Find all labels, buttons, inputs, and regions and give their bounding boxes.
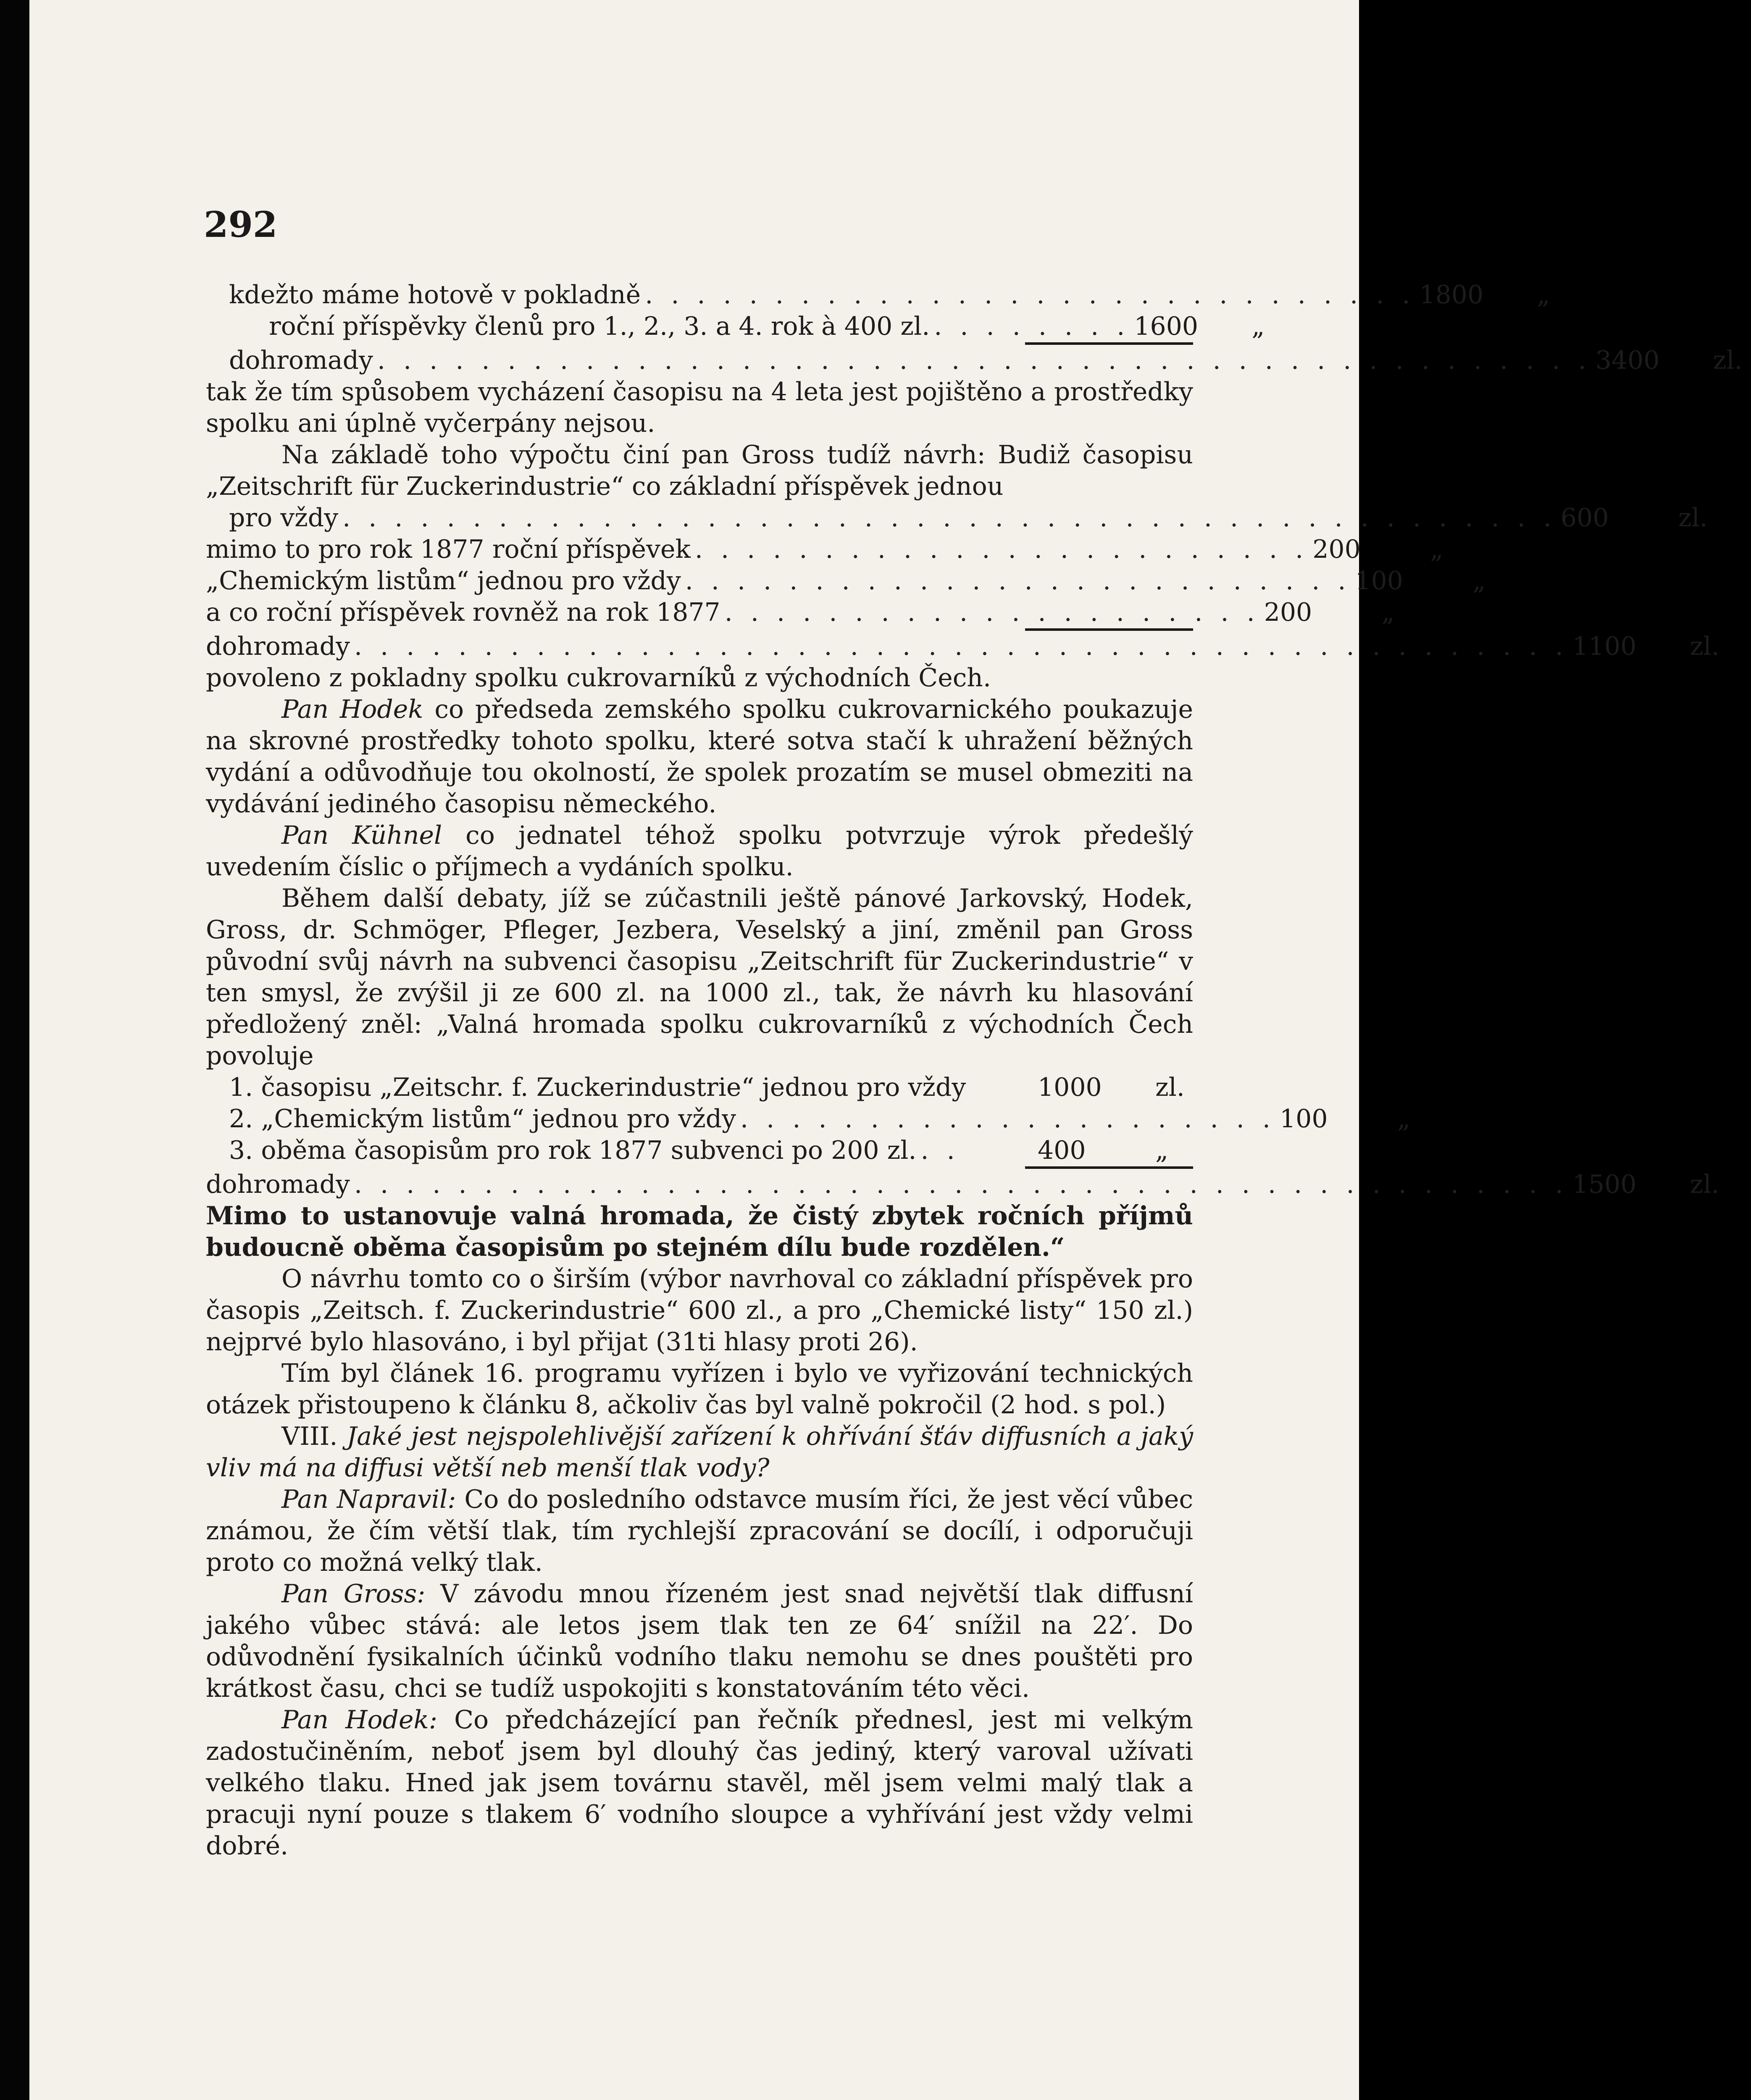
ledger-row-text: dohromady xyxy=(229,346,373,375)
speaker-name: Pan Kühnel xyxy=(281,821,442,850)
ledger-total-row xyxy=(206,1169,1719,1200)
dot-leader: . . . . . . . . xyxy=(934,312,1130,341)
dot-leader: . . . . . . . . . . . . . . . . . . . . . . . . . . . . . . xyxy=(645,280,1415,310)
paragraph: Mimo to ustanovuje valná hromada, že čistý zbytek ročních příjmů budoucně oběma časopisům po stejném dílu bude rozdělen.“ xyxy=(206,1201,1193,1262)
ledger-row-amount: 400 xyxy=(1038,1136,1086,1165)
dot-leader: . . . . . . . . . . . . . . . . . . . . . xyxy=(724,598,1260,627)
ledger-row xyxy=(206,565,1486,597)
dot-leader: . . xyxy=(920,1136,960,1165)
ledger-row-unit: „ xyxy=(1472,566,1486,596)
dot-leader: . . . . . . . . . . . . . . . . . . . . . . . . . . . . . . . . . . . . . . . . . . . . . . . xyxy=(354,632,1568,661)
paragraph: Během další debaty, jíž se zúčastnili ještě pánové Jarkovský, Hodek, Gross, dr. Schmöger, Pfleger, Jezbera, Veselský a jiní, změnil pan Gross původní svůj návrh na subvenci časopisu „Zeitschrift für Zuckerindustrie“ v ten smysl, že zvýšil ji ze 600 zl. na 1000 zl., tak, že návrh ku hlasování předložený zněl: „Valná hromada spolku cukrovarníků z východních Čech povoluje xyxy=(206,884,1193,1071)
ledger-row-unit: „ xyxy=(1430,535,1443,564)
ledger-row-text: dohromady xyxy=(206,1170,350,1199)
ledger-row-amount: 1000 xyxy=(1038,1073,1102,1102)
ledger-row-text: a co roční příspěvek rovněž na rok 1877 xyxy=(206,598,720,627)
speaker-name: Pan Hodek xyxy=(281,695,423,724)
ledger-row-text: mimo to pro rok 1877 roční příspěvek xyxy=(206,535,691,564)
ledger-row xyxy=(206,279,1550,311)
dot-leader: . . . . . . . . . . . . . . . . . . . . . xyxy=(740,1104,1275,1134)
dot-leader: . . . . . . . . . . . . . . . . . . . . . . . . . . . . . . . . . . . . . . . . . . . . . . . xyxy=(377,346,1591,375)
paragraph xyxy=(206,694,1193,820)
ledger-row-unit: „ xyxy=(1381,598,1395,627)
ledger-row-amount: 3400 xyxy=(1595,346,1660,375)
dot-leader: . . . . . . . . . . . . . . . . . . . . . . . . . . . . . . . . . . . . . . . . . . . . . . . xyxy=(342,503,1556,533)
ledger-row-text: „Chemickým listům“ jednou pro vždy xyxy=(206,566,681,596)
ledger-row-unit: zl. xyxy=(1155,1073,1185,1102)
ledger-row-text: 1. časopisu „Zeitschr. f. Zuckerindustrie“ jednou pro vždy xyxy=(229,1073,966,1102)
ledger-row-amount: 600 xyxy=(1560,503,1609,533)
ledger-row-unit: zl. xyxy=(1690,1170,1719,1199)
ledger-row-text: 3. oběma časopisům pro rok 1877 subvenci po 200 zl. xyxy=(229,1136,917,1165)
ledger-row-unit: „ xyxy=(1251,312,1265,341)
ledger-row-amount: 100 xyxy=(1355,566,1403,596)
paragraph: tak že tím spůsobem vycházení časopisu na 4 leta jest pojištěno a prostředky spolku ani úplně vyčerpány nejsou. xyxy=(206,377,1193,438)
ledger-row-text: 2. „Chemickým listům“ jednou pro vždy xyxy=(229,1104,736,1134)
ledger-row xyxy=(206,534,1443,565)
ledger-row-unit: „ xyxy=(1537,280,1550,310)
ledger-row-unit: zl. xyxy=(1678,503,1708,533)
ledger-row-amount: 1800 xyxy=(1419,280,1484,310)
ledger-row-amount: 200 xyxy=(1264,598,1312,627)
paragraph: Tím byl článek 16. programu vyřízen i bylo ve vyřizování technických otázek přistoupeno k článku 8, ačkoliv čas byl valně pokročil (2 hod. s pol.) xyxy=(206,1359,1193,1420)
ledger-row-unit: „ xyxy=(1397,1104,1411,1134)
paragraph xyxy=(206,1578,1193,1704)
page-content xyxy=(206,279,1743,1862)
ledger-row-amount: 1100 xyxy=(1572,632,1637,661)
book-spine-shadow xyxy=(0,0,29,2100)
ledger-total-row xyxy=(206,345,1743,376)
paragraph-text: Co předcházející pan řečník přednesl, jest mi velkým zadostučiněním, neboť jsem byl dlouhý čas jediný, který varoval užívati velkého tlaku. Hned jak jsem továrnu stavěl, měl jsem velmi malý tlak a pracuji nyní pouze s tlakem 6′ vodního sloupce a vyhřívání jest vždy velmi dobré. xyxy=(206,1705,1193,1861)
page-number: 292 xyxy=(204,204,278,245)
speaker-name: Pan Napravil: xyxy=(281,1485,456,1514)
ledger-row-amount: 100 xyxy=(1280,1104,1328,1134)
section-number: VIII. xyxy=(281,1422,338,1451)
ledger-row xyxy=(206,1135,1193,1166)
paragraph xyxy=(206,820,1193,883)
dot-leader: . . . . . . . . . . . . . . . . . . . . . . . . xyxy=(694,535,1309,564)
ledger-row-text: roční příspěvky členů pro 1., 2., 3. a 4. rok à 400 zl. xyxy=(269,312,930,341)
dot-leader: . . . . . . . . . . . . . . . . . . . . . . . . . . xyxy=(685,566,1351,596)
paragraph-text: Co do posledního odstavce musím říci, že jest věcí vůbec známou, že čím větší tlak, tím rychlejší zpracování se docílí, i odporučuji proto co možná velký tlak. xyxy=(206,1485,1193,1577)
ledger-row-text: dohromady xyxy=(206,632,350,661)
paragraph xyxy=(206,1484,1193,1578)
ledger-row xyxy=(206,1103,1411,1135)
dot-leader: . . . . . . . . . . . . . . . . . . . . . . . . . . . . . . . . . . . . . . . . . . . . . . . xyxy=(354,1170,1568,1199)
speaker-name: Pan Hodek: xyxy=(281,1705,438,1735)
section-question: Jaké jest nejspolehlivější zařízení k ohřívání šťáv diffusních a jaký vliv má na diffusi větší neb menší tlak vody? xyxy=(206,1422,1193,1483)
ledger-row-unit: zl. xyxy=(1713,346,1743,375)
speaker-name: Pan Gross: xyxy=(281,1579,426,1609)
ledger-row xyxy=(206,1072,1193,1103)
ledger-row-unit: zl. xyxy=(1690,632,1719,661)
section-heading xyxy=(206,1421,1193,1484)
ledger-row-amount: 200 xyxy=(1312,535,1361,564)
ledger-row xyxy=(206,311,1265,342)
paragraph: povoleno z pokladny spolku cukrovarníků z východních Čech. xyxy=(206,663,991,693)
ledger-row-amount: 1500 xyxy=(1572,1170,1637,1199)
ledger-row xyxy=(206,597,1395,628)
ledger-row-text: pro vždy xyxy=(229,503,339,533)
ledger-row xyxy=(206,502,1708,534)
paragraph: Na základě toho výpočtu činí pan Gross tudíž návrh: Budiž časopisu „Zeitschrift für Zuckerindustrie“ co základní příspěvek jednou xyxy=(206,440,1193,501)
paragraph xyxy=(206,1704,1193,1862)
ledger-row-unit: „ xyxy=(1155,1136,1169,1165)
paragraph: O návrhu tomto co o širším (výbor navrhoval co základní příspěvek pro časopis „Zeitsch. f. Zuckerindustrie“ 600 zl., a pro „Chemické listy“ 150 zl.) nejprvé bylo hlasováno, i byl přijat (31ti hlasy proti 26). xyxy=(206,1264,1193,1357)
paragraph-text: co jednatel téhož spolku potvrzuje výrok předešlý uvedením číslic o příjmech a vydáních spolku. xyxy=(206,821,1193,882)
ledger-row-amount: 1600 xyxy=(1134,312,1199,341)
paragraph-text: co předseda zemského spolku cukrovarnického poukazuje na skrovné prostředky tohoto spolku, které sotva stačí k uhražení běžných vydání a odůvodňuje tou okolností, že spolek prozatím se musel obmeziti na vydávání jediného časopisu německého. xyxy=(206,695,1193,819)
paragraph-text: V závodu mnou řízeném jest snad největší tlak diffusní jakého vůbec stává: ale letos jsem tlak ten ze 64′ snížil na 22′. Do odůvodnění fysikalních účinků vodního tlaku nemohu se dnes pouštěti pro krátkost času, chci se tudíž uspokojiti s konstatováním této věci. xyxy=(206,1579,1193,1703)
ledger-total-row xyxy=(206,631,1719,662)
ledger-row-text: kdežto máme hotově v pokladně xyxy=(229,280,641,310)
